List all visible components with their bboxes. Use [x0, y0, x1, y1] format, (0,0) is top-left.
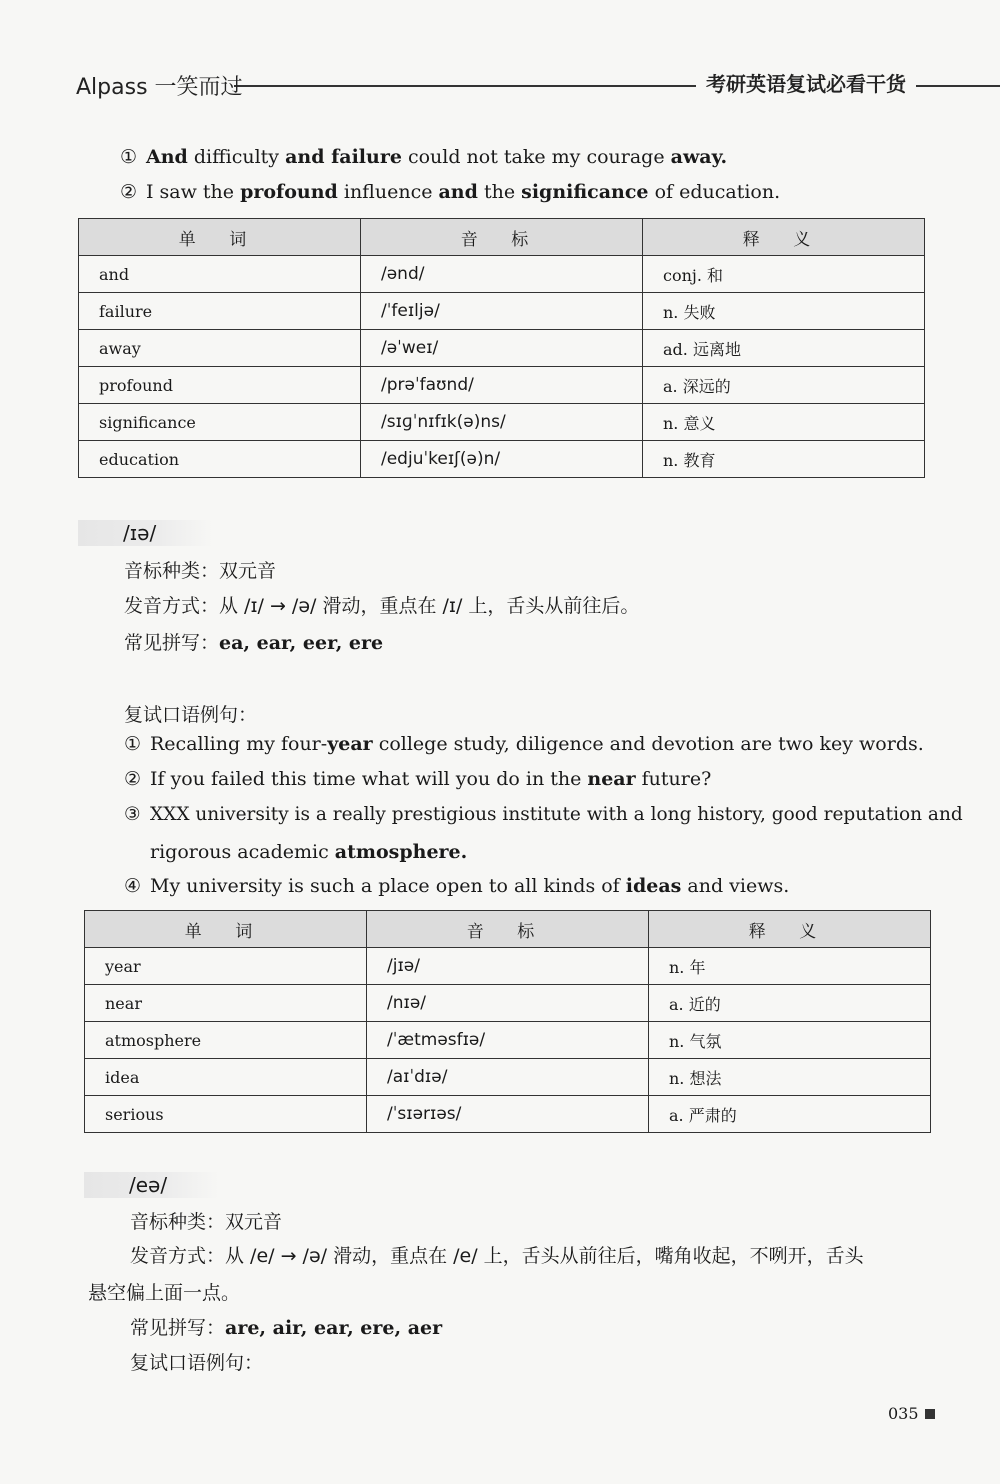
- label: 常见拼写：: [124, 632, 220, 654]
- word-cell: education: [79, 441, 361, 478]
- phonetic-cell: /ˈfeɪljə/: [361, 293, 643, 330]
- meaning-cell: conj. 和: [643, 256, 925, 293]
- example-sentence: [124, 735, 924, 754]
- examples-label: 复试口语例句：: [124, 704, 258, 726]
- label: 发音方式：: [124, 595, 220, 617]
- meaning-cell: n. 教育: [643, 441, 925, 478]
- meaning-cell: ad. 远离地: [643, 330, 925, 367]
- meaning-cell: n. 意义: [643, 404, 925, 441]
- column-header-meaning: 释 义: [643, 219, 925, 256]
- sentence-fragment: away.: [670, 146, 728, 168]
- page-marker-square: [925, 1409, 935, 1419]
- sentence-number: ②: [124, 768, 142, 790]
- sentence-fragment: and views.: [681, 875, 790, 897]
- example-sentence-continuation: [150, 843, 467, 862]
- column-header-phonetic: 音 标: [361, 219, 643, 256]
- brand-logo: Alpass 一笑而过: [76, 75, 243, 100]
- pronunciation-method: [124, 591, 639, 618]
- word-cell: profound: [79, 367, 361, 404]
- sentence-fragment: near: [587, 768, 636, 790]
- sentence-fragment: of education.: [648, 181, 781, 203]
- table-row: [79, 367, 925, 404]
- phoneme-heading: /ɪə/: [78, 520, 213, 546]
- pronunciation-method: [130, 1241, 864, 1268]
- common-spelling: [124, 628, 383, 655]
- value: ea, ear, eer, ere: [219, 632, 384, 654]
- phonetic-cell: /edjuˈkeɪʃ(ə)n/: [361, 441, 643, 478]
- table-row: [79, 256, 925, 293]
- sentence-fragment: XXX university is a really prestigious institute with a long history, good reputation and: [150, 804, 963, 825]
- sentence-fragment: rigorous academic: [150, 841, 335, 863]
- phonetic-cell: /jɪə/: [367, 948, 649, 985]
- sentence-fragment: And: [146, 146, 188, 168]
- example-sentence: [124, 877, 789, 896]
- example-sentence: [120, 148, 727, 167]
- sentence-number: ①: [124, 733, 142, 755]
- vocab-table: [84, 910, 931, 1133]
- sentence-fragment: college study, diligence and devotion are two key words.: [372, 733, 924, 755]
- meaning-cell: n. 想法: [649, 1059, 931, 1096]
- table-row: [79, 404, 925, 441]
- column-header-word: 单 词: [79, 219, 361, 256]
- table-row: [85, 948, 931, 985]
- word-cell: near: [85, 985, 367, 1022]
- sentence-fragment: could not take my courage: [401, 146, 671, 168]
- value: 从 /ɪ/ → /ə/ 滑动，重点在 /ɪ/ 上，舌头从前往后。: [219, 595, 640, 617]
- phonetic-cell: /ˈsɪərɪəs/: [367, 1096, 649, 1133]
- example-sentence: [120, 183, 780, 202]
- header-title: 考研英语复试必看干货: [696, 68, 916, 97]
- sentence-fragment: Recalling my four-: [150, 733, 328, 755]
- label: 音标种类：: [130, 1211, 226, 1233]
- meaning-cell: n. 失败: [643, 293, 925, 330]
- meaning-cell: a. 近的: [649, 985, 931, 1022]
- sentence-fragment: and: [438, 181, 478, 203]
- page-number: [888, 1404, 935, 1423]
- table-row: [85, 1022, 931, 1059]
- value: 从 /e/ → /ə/ 滑动，重点在 /e/ 上，舌头从前往后，嘴角收起，不咧开，舌头: [225, 1245, 864, 1267]
- sentence-fragment: influence: [337, 181, 439, 203]
- table-header-row: [79, 219, 925, 256]
- table-header-row: [85, 911, 931, 948]
- phonetic-cell: /aɪˈdɪə/: [367, 1059, 649, 1096]
- value: are, air, ear, ere, aer: [225, 1317, 443, 1339]
- phoneme-heading: /eə/: [84, 1172, 219, 1198]
- table-row: [79, 330, 925, 367]
- vocab-table: [78, 218, 925, 478]
- table-row: [79, 441, 925, 478]
- meaning-cell: n. 气氛: [649, 1022, 931, 1059]
- word-cell: failure: [79, 293, 361, 330]
- meaning-cell: a. 深远的: [643, 367, 925, 404]
- sentence-fragment: If you failed this time what will you do in the: [150, 768, 588, 790]
- sentence-fragment: future?: [635, 768, 712, 790]
- sentence-number: ①: [120, 146, 138, 168]
- phonetic-cell: /sɪɡˈnɪfɪk(ə)ns/: [361, 404, 643, 441]
- meaning-cell: a. 严肃的: [649, 1096, 931, 1133]
- phonetic-cell: /əˈweɪ/: [361, 330, 643, 367]
- column-header-meaning: 释 义: [649, 911, 931, 948]
- phoneme-type: [130, 1207, 282, 1234]
- sentence-fragment: and failure: [285, 146, 402, 168]
- sentence-fragment: ideas: [625, 875, 682, 897]
- column-header-word: 单 词: [85, 911, 367, 948]
- sentence-fragment: difficulty: [187, 146, 286, 168]
- sentence-number: ③: [124, 804, 141, 825]
- table-row: [79, 293, 925, 330]
- table-row: [85, 1059, 931, 1096]
- sentence-fragment: My university is such a place open to all kinds of: [150, 875, 626, 897]
- word-cell: significance: [79, 404, 361, 441]
- word-cell: and: [79, 256, 361, 293]
- sentence-fragment: year: [327, 733, 373, 755]
- word-cell: away: [79, 330, 361, 367]
- sentence-fragment: I saw the: [146, 181, 241, 203]
- word-cell: atmosphere: [85, 1022, 367, 1059]
- label: 常见拼写：: [130, 1317, 226, 1339]
- word-cell: serious: [85, 1096, 367, 1133]
- value: 双元音: [219, 560, 277, 582]
- common-spelling: [130, 1313, 442, 1340]
- example-sentence: [124, 770, 711, 789]
- sentence-fragment: the: [477, 181, 522, 203]
- page-number-text: 035: [888, 1404, 919, 1423]
- table-row: [85, 985, 931, 1022]
- phoneme-type: [124, 556, 276, 583]
- value: 双元音: [225, 1211, 283, 1233]
- label: 发音方式：: [130, 1245, 226, 1267]
- word-cell: year: [85, 948, 367, 985]
- phonetic-cell: /ˈætməsfɪə/: [367, 1022, 649, 1059]
- table-row: [85, 1096, 931, 1133]
- phonetic-cell: /prəˈfaʊnd/: [361, 367, 643, 404]
- sentence-fragment: significance: [521, 181, 649, 203]
- examples-label: 复试口语例句：: [130, 1352, 264, 1374]
- page-header: [76, 68, 1000, 104]
- sentence-number: ④: [124, 875, 142, 897]
- sentence-fragment: profound: [240, 181, 338, 203]
- meaning-cell: n. 年: [649, 948, 931, 985]
- column-header-phonetic: 音 标: [367, 911, 649, 948]
- word-cell: idea: [85, 1059, 367, 1096]
- label: 音标种类：: [124, 560, 220, 582]
- pronunciation-method-continuation: 悬空偏上面一点。: [88, 1282, 241, 1304]
- phonetic-cell: /nɪə/: [367, 985, 649, 1022]
- sentence-fragment: atmosphere.: [334, 841, 468, 863]
- phonetic-cell: /ənd/: [361, 256, 643, 293]
- example-sentence: [124, 806, 963, 825]
- sentence-number: ②: [120, 181, 138, 203]
